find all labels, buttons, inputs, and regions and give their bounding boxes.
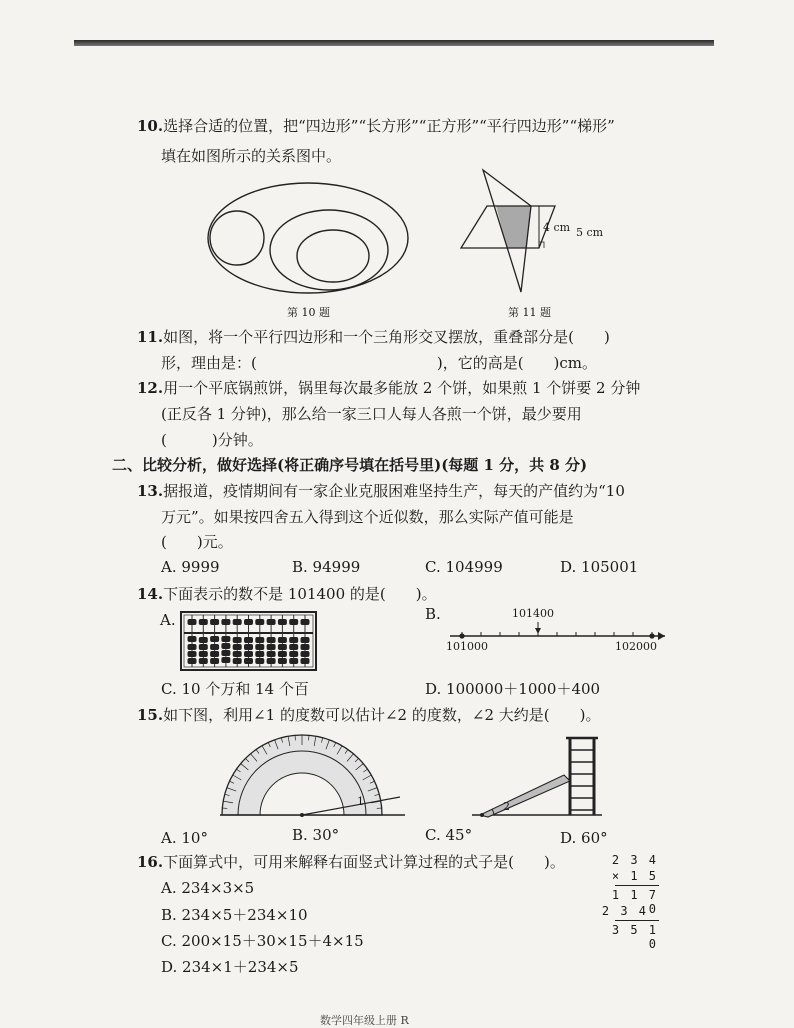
q16-option-a: A. 234×3×5 <box>161 879 255 897</box>
vertical-partial-1: 1 1 7 0 <box>611 888 658 916</box>
q10-venn-diagram <box>205 180 415 295</box>
q10-caption: 第 10 题 <box>287 306 330 319</box>
venn-small-circle <box>210 211 264 265</box>
vertical-rule-2 <box>615 920 659 921</box>
section2-heading: 二、比较分析，做好选择(将正确序号填在括号里)(每题 1 分，共 8 分) <box>112 456 588 474</box>
numberline-left-label: 101000 <box>446 640 488 653</box>
number-line <box>440 622 665 642</box>
vertical-rule-1 <box>615 885 659 886</box>
protractor-figure <box>220 725 405 825</box>
q14-option-b-label: B. <box>425 605 441 623</box>
vertical-multiplier: × 1 5 <box>611 869 658 883</box>
q13-option-d: D. 105001 <box>560 558 639 576</box>
vertical-product: 3 5 1 0 <box>611 923 658 951</box>
q13-option-c: C. 104999 <box>425 558 503 576</box>
q16-option-d: D. 234×1＋234×5 <box>161 958 299 976</box>
q11-caption: 第 11 题 <box>508 306 551 319</box>
q15-option-d: D. 60° <box>560 829 608 847</box>
numberline-right-label: 102000 <box>615 640 657 653</box>
slide-figure <box>452 730 612 825</box>
q12-line2: (正反各 1 分钟)，那么给一家三口人每人各煎一个饼，最少要用 <box>161 405 582 423</box>
q11-height-label: 4 cm <box>543 221 571 234</box>
q14-line1: 14.下面表示的数不是 101400 的是( )。 <box>137 585 437 603</box>
q13-line3: ( )元。 <box>161 533 233 551</box>
q13-option-a: A. 9999 <box>161 558 220 576</box>
venn-middle-ellipse <box>270 210 388 290</box>
q15-option-b: B. 30° <box>292 826 340 844</box>
q15-option-a: A. 10° <box>161 829 208 847</box>
q14-option-d: D. 100000＋1000＋400 <box>425 680 601 698</box>
q16-line1: 16.下面算式中，可用来解释右面竖式计算过程的式子是( )。 <box>137 853 565 871</box>
q16-option-c: C. 200×15＋30×15＋4×15 <box>161 932 364 950</box>
q10-line2: 填在如图所示的关系图中。 <box>161 147 342 165</box>
q16-option-b: B. 234×5＋234×10 <box>161 906 308 924</box>
q15-line1: 15.如下图，利用∠1 的度数可以估计∠2 的度数，∠2 大约是( )。 <box>137 706 601 724</box>
page-footer: 数学四年级上册 R <box>320 1014 409 1027</box>
q12-line3: ( )分钟。 <box>161 431 263 449</box>
q13-option-b: B. 94999 <box>292 558 361 576</box>
venn-inner-ellipse <box>297 230 369 282</box>
vertical-partial-2: 2 3 4 <box>601 904 648 918</box>
q11-line1: 11.如图，将一个平行四边形和一个三角形交叉摆放，重叠部分是( ) <box>137 328 610 346</box>
q14-option-c: C. 10 个万和 14 个百 <box>161 680 309 698</box>
q11-line2: 形，理由是：( )，它的高是( )cm。 <box>161 354 598 372</box>
vertical-multiplicand: 2 3 4 <box>611 853 658 867</box>
q13-line1: 13.据报道，疫情期间有一家企业克服困难坚持生产，每天的产值约为“10 <box>137 482 625 500</box>
q13-line2: 万元”。如果按四舍五入得到这个近似数，那么实际产值可能是 <box>161 508 574 526</box>
numberline-mid-label: 101400 <box>512 607 554 620</box>
q15-option-c: C. 45° <box>425 826 473 844</box>
scan-top-edge <box>74 40 714 46</box>
q12-line1: 12.用一个平底锅煎饼，锅里每次最多能放 2 个饼，如果煎 1 个饼要 2 分钟 <box>137 379 641 397</box>
q14-option-a-label: A. <box>160 611 176 629</box>
abacus <box>180 611 317 671</box>
angle2-label: 2 <box>503 800 510 813</box>
q10-line1: 10.选择合适的位置，把“四边形”“长方形”“正方形”“平行四边形”“梯形” <box>137 117 615 135</box>
angle1-label: 1 <box>357 795 364 808</box>
q11-side-label: 5 cm <box>576 226 604 239</box>
